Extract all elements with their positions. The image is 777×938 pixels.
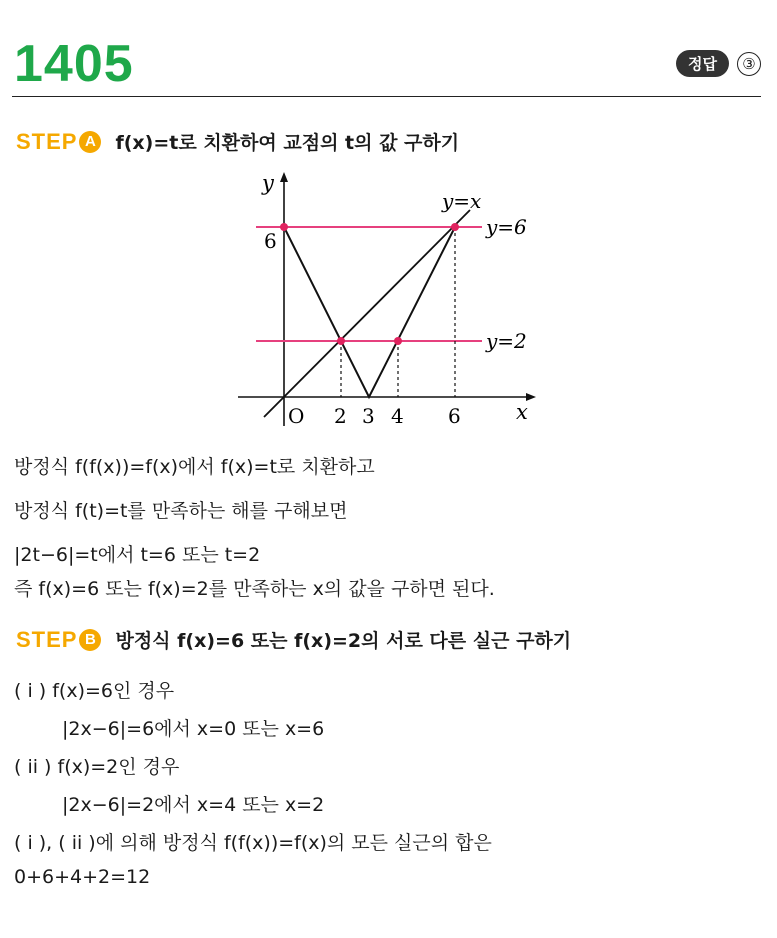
step-b-line-1: ( i ) f(x)=6인 경우: [14, 680, 175, 702]
step-a-heading: [16, 128, 459, 155]
y-tick-6: 6: [264, 229, 277, 253]
x-tick-6: 6: [448, 404, 461, 428]
label-yx: y=x: [442, 189, 482, 213]
step-b-line-6: 0+6+4+2=12: [14, 866, 151, 888]
line-yx: [264, 210, 470, 417]
function-graph: [0, 168, 777, 438]
step-b-title: 방정식 f(x)=6 또는 f(x)=2의 서로 다른 실근 구하기: [115, 630, 572, 652]
x-tick-3: 3: [362, 404, 375, 428]
step-a-line-3: |2t−6|=t에서 t=6 또는 t=2: [14, 544, 261, 566]
step-a-word: STEP: [16, 128, 78, 154]
header-rule: [12, 96, 761, 97]
point-2-2: [337, 337, 345, 345]
step-b-line-5: ( i ), ( ii )에 의해 방정식 f(f(x))=f(x)의 모든 실근의 합은: [14, 832, 492, 854]
label-y6: y=6: [486, 215, 527, 239]
x-tick-4: 4: [391, 404, 404, 428]
step-b-letter-icon: B: [79, 629, 101, 651]
answer-value: ③: [737, 52, 761, 76]
y-axis-arrow-icon: [280, 172, 288, 182]
step-a-line-2: 방정식 f(t)=t를 만족하는 해를 구해보면: [14, 500, 348, 522]
origin-label: O: [288, 404, 305, 428]
answer-badge: 정답: [676, 50, 729, 77]
point-4-2: [394, 337, 402, 345]
step-b-heading: [16, 626, 571, 653]
answer-area: [676, 50, 761, 77]
label-y2: y=2: [486, 329, 527, 353]
x-tick-2: 2: [334, 404, 347, 428]
step-b-word: STEP: [16, 626, 78, 652]
problem-number: 1405: [14, 35, 134, 93]
step-a-letter-icon: A: [79, 131, 101, 153]
step-a-line-4: 즉 f(x)=6 또는 f(x)=2를 만족하는 x의 값을 구하면 된다.: [14, 578, 495, 600]
step-a-title: f(x)=t로 치환하여 교점의 t의 값 구하기: [115, 132, 460, 154]
point-0-6: [280, 223, 288, 231]
x-axis-label: x: [516, 400, 528, 424]
point-6-6: [451, 223, 459, 231]
step-b-line-2: |2x−6|=6에서 x=0 또는 x=6: [62, 718, 325, 740]
step-b-line-3: ( ii ) f(x)=2인 경우: [14, 756, 180, 778]
step-b-line-4: |2x−6|=2에서 x=4 또는 x=2: [62, 794, 325, 816]
step-a-line-1: 방정식 f(f(x))=f(x)에서 f(x)=t로 치환하고: [14, 456, 375, 478]
y-axis-label: y: [262, 171, 274, 195]
